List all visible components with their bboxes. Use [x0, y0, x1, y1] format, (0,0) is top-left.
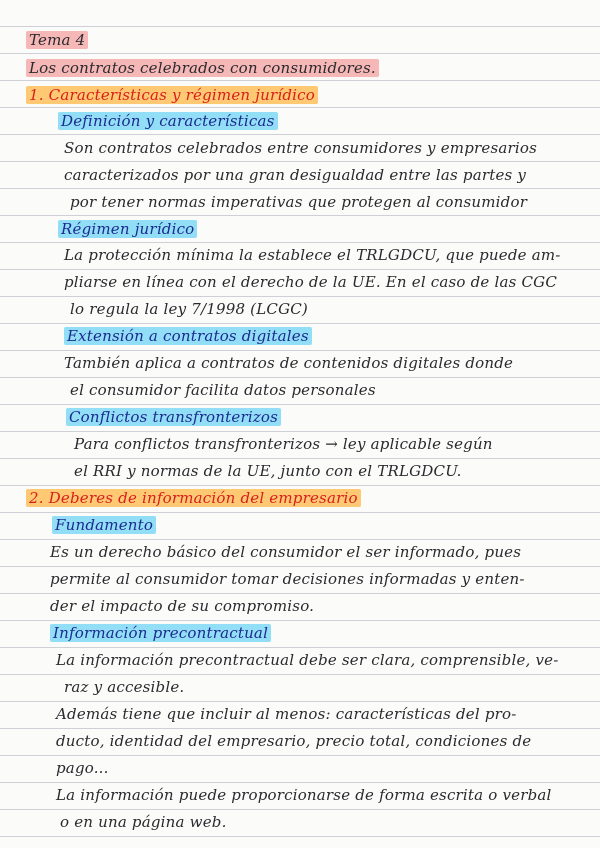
- section-2-heading: [26, 489, 361, 507]
- note-line: caracterizados por una gran desigualdad entre las partes y: [64, 166, 527, 184]
- note-line: Es un derecho básico del consumidor el ser informado, pues: [50, 543, 522, 561]
- subsection-heading-text: Conflictos transfronterizos: [66, 408, 281, 426]
- note-line: o en una página web.: [60, 813, 227, 831]
- note-line: ducto, identidad del empresario, precio total, condiciones de: [56, 732, 532, 750]
- subsection-heading: [50, 624, 271, 642]
- note-line: der el impacto de su compromiso.: [50, 597, 315, 615]
- note-line: Además tiene que incluir al menos: características del pro-: [56, 705, 517, 723]
- note-line: Para conflictos transfronterizos → ley aplicable según: [74, 435, 493, 453]
- note-line: pliarse en línea con el derecho de la UE. En el caso de las CGC: [64, 273, 558, 291]
- note-line: por tener normas imperativas que protegen al consumidor: [70, 193, 528, 211]
- page-title: [26, 59, 379, 77]
- subsection-heading: [64, 327, 312, 345]
- subsection-heading: [66, 408, 281, 426]
- note-line: raz y accesible.: [64, 678, 185, 696]
- subsection-heading: [58, 112, 278, 130]
- note-line: el consumidor facilita datos personales: [70, 381, 376, 399]
- note-line: pago...: [56, 759, 109, 777]
- note-line: La protección mínima la establece el TRLGDCU, que puede am-: [64, 246, 561, 264]
- page-title-text: Los contratos celebrados con consumidores.: [26, 59, 379, 77]
- subsection-heading-text: Régimen jurídico: [58, 220, 197, 238]
- section-1-heading-text: 1. Características y régimen jurídico: [26, 86, 318, 104]
- subsection-heading-text: Definición y características: [58, 112, 278, 130]
- note-line: La información puede proporcionarse de forma escrita o verbal: [56, 786, 552, 804]
- section-2-heading-text: 2. Deberes de información del empresario: [26, 489, 361, 507]
- note-line: lo regula la ley 7/1998 (LCGC): [70, 300, 308, 318]
- subsection-heading-text: Extensión a contratos digitales: [64, 327, 312, 345]
- subsection-heading: [58, 220, 197, 238]
- note-line: Son contratos celebrados entre consumidores y empresarios: [64, 139, 537, 157]
- note-line: permite al consumidor tomar decisiones informadas y enten-: [50, 570, 525, 588]
- subsection-heading: [52, 516, 156, 534]
- subsection-heading-text: Fundamento: [52, 516, 156, 534]
- topic-number: [26, 31, 88, 49]
- subsection-heading-text: Información precontractual: [50, 624, 271, 642]
- note-line: También aplica a contratos de contenidos digitales donde: [64, 354, 514, 372]
- topic-number-text: Tema 4: [26, 31, 88, 49]
- note-line: el RRI y normas de la UE, junto con el TRLGDCU.: [74, 462, 462, 480]
- note-line: La información precontractual debe ser clara, comprensible, ve-: [56, 651, 559, 669]
- section-1-heading: [26, 86, 318, 104]
